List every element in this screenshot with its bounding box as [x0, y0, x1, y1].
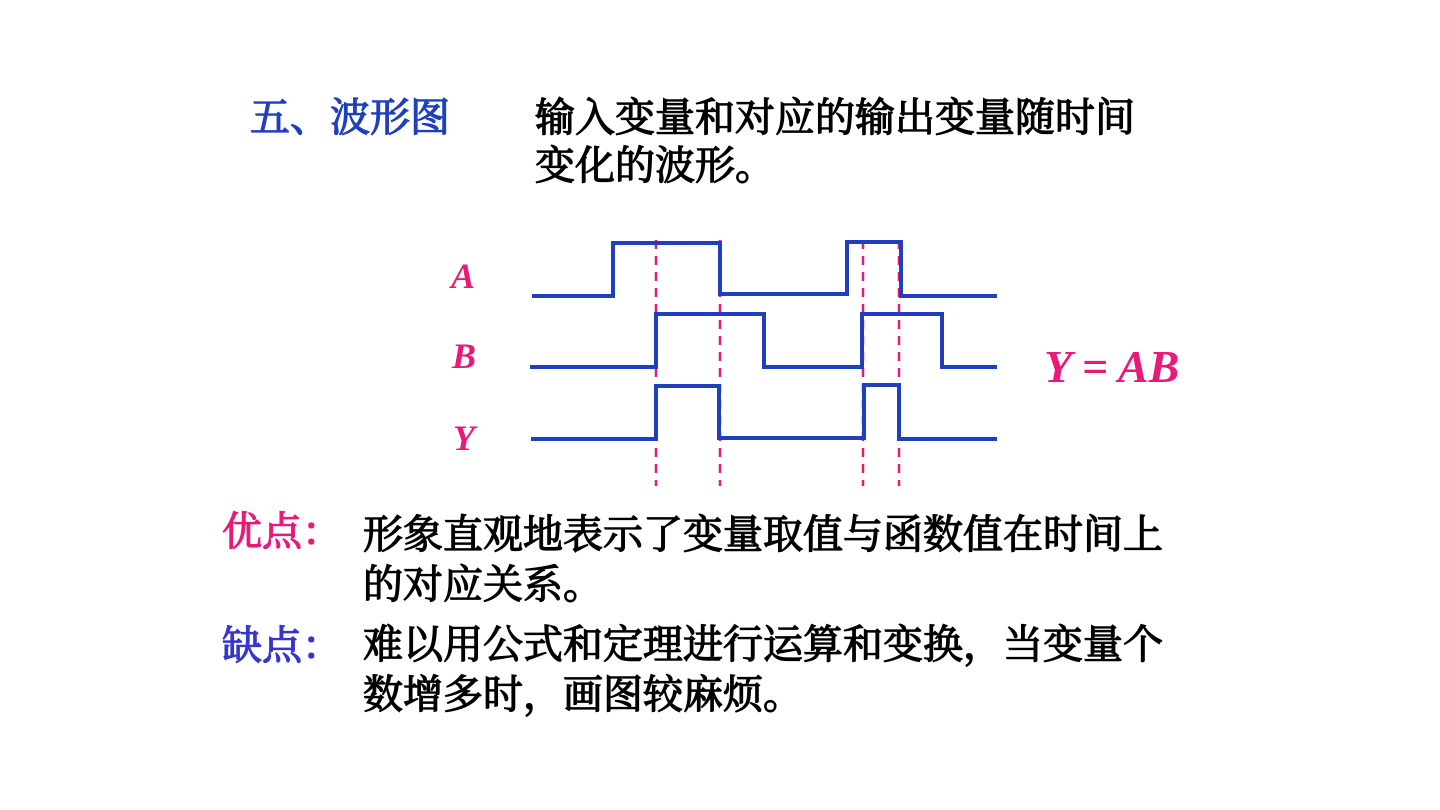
logic-equation: Y = AB [1044, 341, 1180, 392]
signal-a-label: A [450, 256, 476, 296]
signal-y-trace [533, 385, 995, 439]
signal-y-label: Y [453, 418, 475, 458]
advantages-line-1: 形象直观地表示了变量取值与函数值在时间上 [363, 512, 1163, 558]
disadvantages-label: 缺点： [222, 623, 342, 669]
signal-b-trace [532, 314, 995, 367]
signal-a-trace [534, 242, 995, 296]
disadvantages-line-1: 难以用公式和定理进行运算和变换，当变量个 [363, 622, 1163, 668]
section-title: 五、波形图 [250, 95, 450, 141]
signal-b-label: B [451, 336, 477, 376]
disadvantages-text [363, 620, 1163, 720]
disadvantages-line-2: 数增多时，画图较麻烦。 [363, 672, 803, 718]
advantages-text [363, 510, 1163, 610]
advantages-label: 优点： [222, 509, 342, 555]
description-line-2: 变化的波形。 [535, 143, 775, 189]
description-line-1: 输入变量和对应的输出变量随时间 [535, 95, 1135, 141]
advantages-line-2: 的对应关系。 [363, 562, 603, 608]
